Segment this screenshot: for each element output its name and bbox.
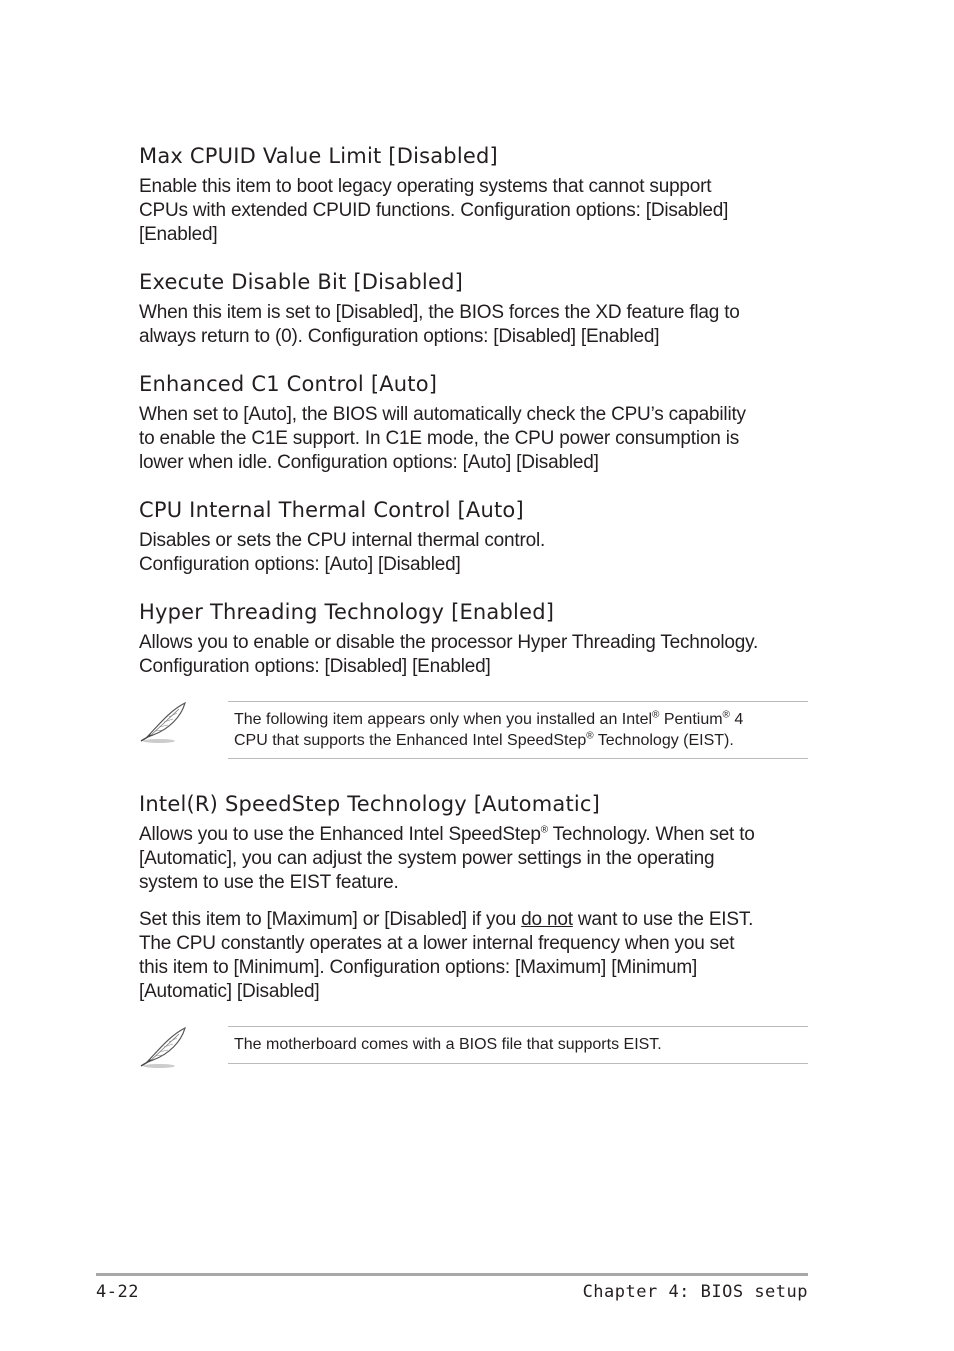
section-max-cpuid xyxy=(139,143,819,247)
note-eist-cpu xyxy=(139,701,819,759)
section-heading: Enhanced C1 Control [Auto] xyxy=(139,372,438,396)
note-text: The following item appears only when you installed an Intel® Pentium® 4 CPU that supports the Enhanced Intel SpeedStep® Technology (EIST). xyxy=(228,701,808,759)
section-heading: Execute Disable Bit [Disabled] xyxy=(139,270,463,294)
chapter-title: Chapter 4: BIOS setup xyxy=(582,1282,808,1302)
section-heading: CPU Internal Thermal Control [Auto] xyxy=(139,498,524,522)
section-body: Allows you to use the Enhanced Intel SpeedStep® Technology. When set to [Automatic], you can adjust the system power settings in the operating system to use the EIST feature. xyxy=(139,824,755,893)
section-body: When set to [Auto], the BIOS will automatically check the CPU’s capability to enable the C1E support. In C1E mode, the CPU power consumption is lower when idle. Configuration options: [Auto] [Disabled] xyxy=(139,404,746,473)
feather-pen-icon xyxy=(139,1022,189,1072)
section-heading: Max CPUID Value Limit [Disabled] xyxy=(139,144,498,168)
section-enhanced-c1 xyxy=(139,371,819,475)
section-heading: Hyper Threading Technology [Enabled] xyxy=(139,600,555,624)
section-body: Enable this item to boot legacy operating systems that cannot support CPUs with extended CPUID functions. Configuration options: [Disabled] [Enabled] xyxy=(139,176,729,245)
note-text: The motherboard comes with a BIOS file that supports EIST. xyxy=(228,1026,808,1064)
section-execute-disable xyxy=(139,269,819,349)
feather-pen-icon xyxy=(139,697,189,747)
section-speedstep xyxy=(139,791,819,1004)
note-bios-eist xyxy=(139,1026,819,1064)
section-body: Disables or sets the CPU internal thermal control. Configuration options: [Auto] [Disabled] xyxy=(139,530,546,575)
section-thermal-control xyxy=(139,497,819,577)
section-body: Set this item to [Maximum] or [Disabled] if you do not want to use the EIST. The CPU constantly operates at a lower internal frequency when you set this item to [Minimum]. Configuration options: [Maximum] [Minimum] [Automatic] [Disabled] xyxy=(139,909,754,1002)
page-number: 4-22 xyxy=(96,1282,139,1302)
page-content xyxy=(139,143,819,1064)
section-body: Allows you to enable or disable the processor Hyper Threading Technology. Configuration options: [Disabled] [Enabled] xyxy=(139,632,759,677)
section-heading: Intel(R) SpeedStep Technology [Automatic] xyxy=(139,792,601,816)
section-hyper-threading xyxy=(139,599,819,679)
page-footer xyxy=(96,1273,808,1302)
section-body: When this item is set to [Disabled], the BIOS forces the XD feature flag to always return to (0). Configuration options: [Disabled] [Enabled] xyxy=(139,302,740,347)
